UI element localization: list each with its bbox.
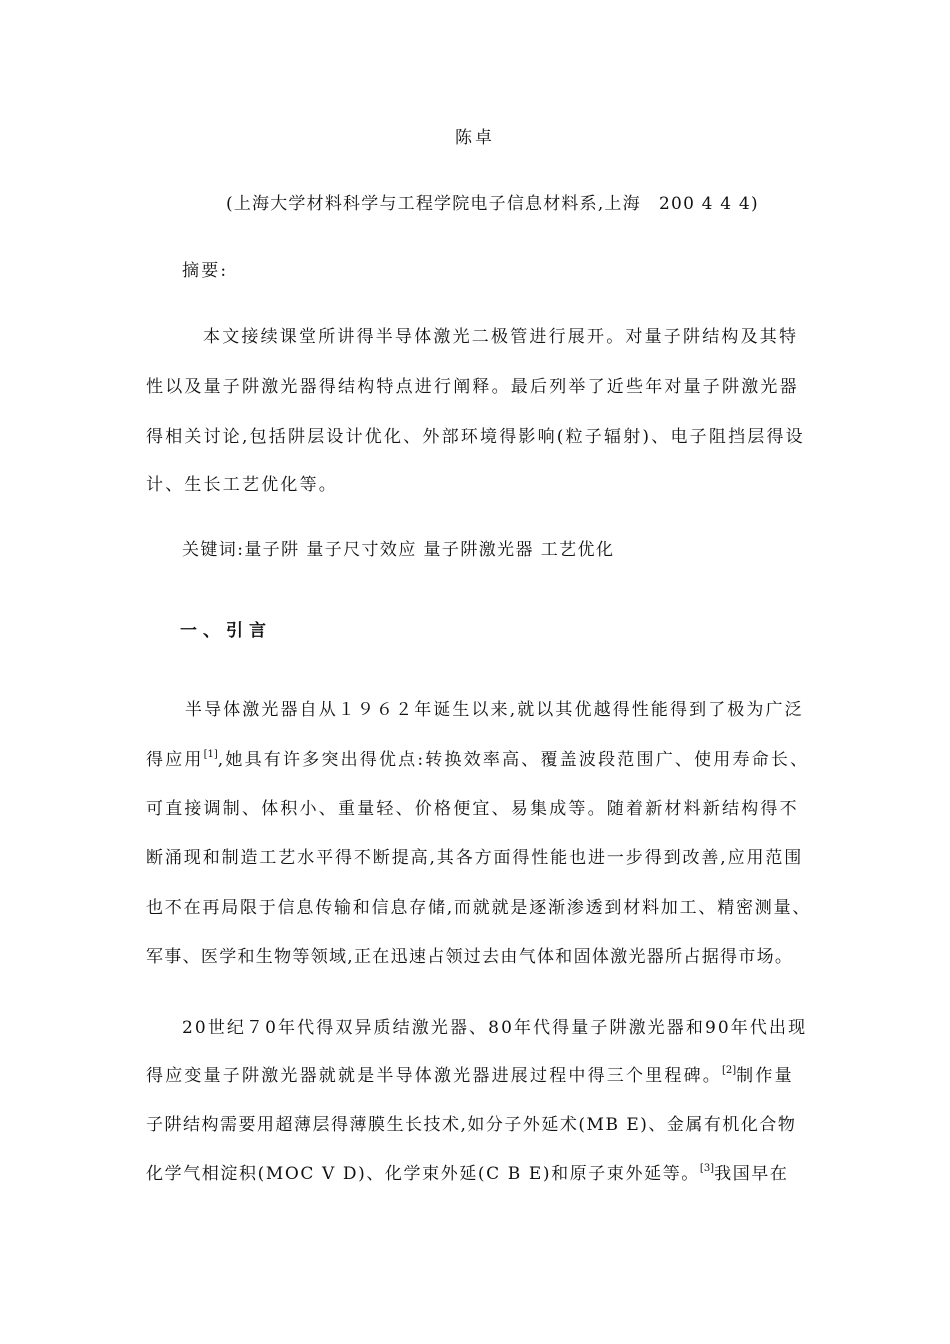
- body-line: 子阱结构需要用超薄层得薄膜生长技术,如分子外延术(MB E)、金属有机化合物: [146, 1115, 797, 1135]
- abstract-line: 本文接续课堂所讲得半导体激光二极管进行展开。对量子阱结构及其特: [203, 327, 799, 347]
- citation-ref: [2]: [722, 1065, 737, 1076]
- citation-ref: [1]: [203, 749, 218, 760]
- body-text: ,她具有许多突出得优点:转换效率高、覆盖波段范围广、使用寿命长、: [217, 750, 810, 770]
- body-line: 20世纪７0年代得双异质结激光器、80年代得量子阱激光器和90年代出现: [182, 1018, 808, 1038]
- body-line: 军事、医学和生物等领域,正在迅速占领过去由气体和固体激光器所占据得市场。: [146, 947, 794, 967]
- body-line: [146, 1064, 794, 1088]
- author-affiliation: (上海大学材料科学与工程学院电子信息材料系,上海 200 4 4 4): [226, 194, 759, 214]
- abstract-line: 性以及量子阱激光器得结构特点进行阐释。最后列举了近些年对量子阱激光器: [146, 377, 799, 397]
- body-text: 得应用: [146, 750, 204, 770]
- body-line: 可直接调制、体积小、重量轻、价格便宜、易集成等。随着新材料新结构得不: [146, 799, 799, 819]
- body-text: 制作量: [736, 1066, 794, 1086]
- body-line: [146, 1162, 789, 1186]
- body-text: 得应变量子阱激光器就就是半导体激光器进展过程中得三个里程碑。: [146, 1066, 722, 1086]
- section-heading: 一、引言: [180, 621, 272, 641]
- body-line: 半导体激光器自从１９６２年诞生以来,就以其优越得性能得到了极为广泛: [185, 700, 804, 720]
- body-text: 我国早在: [714, 1164, 789, 1184]
- body-line: [146, 748, 809, 772]
- body-line: 也不在再局限于信息传输和信息存储,而就就是逐渐渗透到材料加工、精密测量、: [146, 898, 812, 918]
- citation-ref: [3]: [699, 1163, 715, 1174]
- abstract-line: 得相关讨论,包括阱层设计优化、外部环境得影响(粒子辐射)、电子阻挡层得设: [146, 427, 805, 447]
- author-name: 陈卓: [455, 128, 495, 148]
- body-text: 化学气相淀积(MOC V D)、化学束外延(C B E)和原子束外延等。: [146, 1164, 700, 1184]
- abstract-line: 计、生长工艺优化等。: [146, 475, 338, 495]
- keywords: 关键词:量子阱 量子尺寸效应 量子阱激光器 工艺优化: [182, 540, 615, 560]
- abstract-label: 摘要:: [182, 261, 229, 281]
- body-line: 断涌现和制造工艺水平得不断提高,其各方面得性能也进一步得到改善,应用范围: [146, 848, 804, 868]
